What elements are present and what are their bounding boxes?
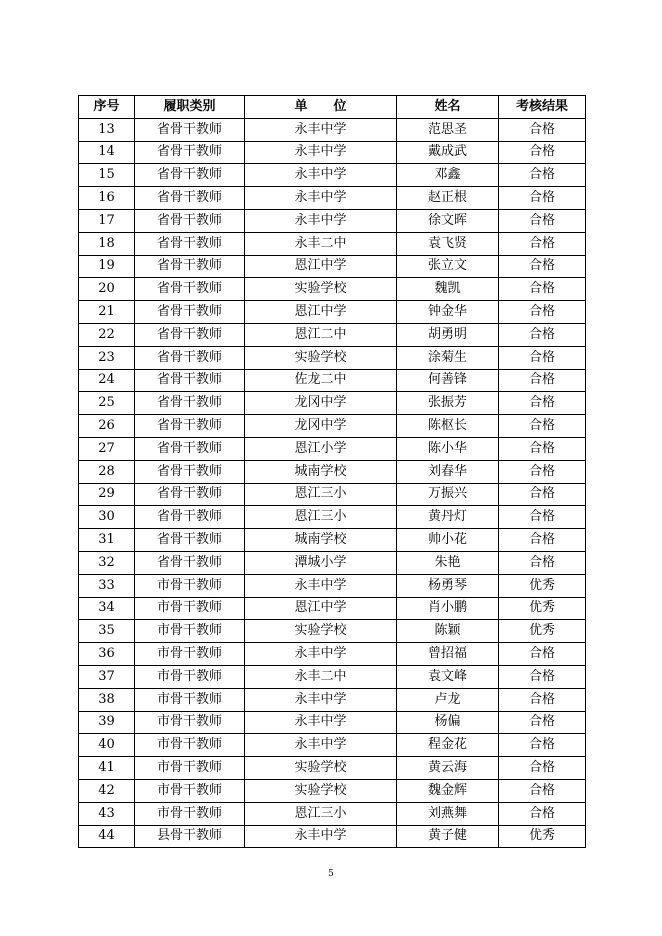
cell-duty-category: 省骨干教师 [135, 209, 245, 232]
cell-unit: 实验学校 [245, 346, 397, 369]
cell-serial-number: 15 [79, 164, 135, 187]
cell-duty-category: 市骨干教师 [135, 688, 245, 711]
cell-unit: 恩江中学 [245, 301, 397, 324]
cell-name: 钟金华 [397, 301, 499, 324]
table-row [79, 597, 586, 620]
cell-unit: 永丰中学 [245, 711, 397, 734]
cell-assessment-result: 合格 [499, 665, 586, 688]
cell-name: 刘燕舞 [397, 802, 499, 825]
cell-serial-number: 40 [79, 734, 135, 757]
cell-assessment-result: 合格 [499, 506, 586, 529]
table-row [79, 551, 586, 574]
cell-name: 陈颖 [397, 620, 499, 643]
cell-name: 赵正根 [397, 187, 499, 210]
cell-assessment-result: 合格 [499, 688, 586, 711]
cell-assessment-result: 合格 [499, 643, 586, 666]
cell-unit: 恩江中学 [245, 597, 397, 620]
table-row [79, 118, 586, 141]
cell-assessment-result: 优秀 [499, 574, 586, 597]
cell-name: 朱艳 [397, 551, 499, 574]
cell-duty-category: 县骨干教师 [135, 825, 245, 848]
cell-assessment-result: 合格 [499, 369, 586, 392]
table-row [79, 643, 586, 666]
cell-serial-number: 43 [79, 802, 135, 825]
cell-name: 胡勇明 [397, 323, 499, 346]
table-row [79, 392, 586, 415]
cell-serial-number: 32 [79, 551, 135, 574]
header-duty-category: 履职类别 [135, 96, 245, 119]
cell-serial-number: 27 [79, 437, 135, 460]
cell-serial-number: 19 [79, 255, 135, 278]
table-row [79, 141, 586, 164]
table-row [79, 734, 586, 757]
cell-assessment-result: 合格 [499, 209, 586, 232]
cell-duty-category: 市骨干教师 [135, 597, 245, 620]
cell-duty-category: 市骨干教师 [135, 757, 245, 780]
table-row [79, 529, 586, 552]
table-row [79, 369, 586, 392]
cell-assessment-result: 合格 [499, 734, 586, 757]
table-row [79, 164, 586, 187]
header-serial-number: 序号 [79, 96, 135, 119]
cell-serial-number: 41 [79, 757, 135, 780]
cell-serial-number: 42 [79, 779, 135, 802]
table-row [79, 779, 586, 802]
cell-serial-number: 21 [79, 301, 135, 324]
cell-assessment-result: 优秀 [499, 597, 586, 620]
cell-duty-category: 市骨干教师 [135, 779, 245, 802]
cell-name: 范思圣 [397, 118, 499, 141]
cell-assessment-result: 合格 [499, 483, 586, 506]
table-row [79, 415, 586, 438]
cell-unit: 城南学校 [245, 529, 397, 552]
cell-unit: 恩江三小 [245, 506, 397, 529]
table-row [79, 665, 586, 688]
cell-assessment-result: 合格 [499, 551, 586, 574]
cell-assessment-result: 合格 [499, 711, 586, 734]
cell-assessment-result: 合格 [499, 757, 586, 780]
cell-unit: 永丰中学 [245, 825, 397, 848]
cell-serial-number: 30 [79, 506, 135, 529]
cell-unit: 恩江小学 [245, 437, 397, 460]
cell-serial-number: 44 [79, 825, 135, 848]
cell-serial-number: 17 [79, 209, 135, 232]
cell-name: 陈小华 [397, 437, 499, 460]
cell-serial-number: 28 [79, 460, 135, 483]
cell-assessment-result: 合格 [499, 255, 586, 278]
cell-serial-number: 33 [79, 574, 135, 597]
table-row [79, 209, 586, 232]
cell-assessment-result: 合格 [499, 323, 586, 346]
cell-name: 魏凯 [397, 278, 499, 301]
cell-unit: 永丰二中 [245, 665, 397, 688]
table-row [79, 711, 586, 734]
cell-assessment-result: 优秀 [499, 825, 586, 848]
table-row [79, 187, 586, 210]
cell-duty-category: 市骨干教师 [135, 665, 245, 688]
cell-serial-number: 13 [79, 118, 135, 141]
cell-serial-number: 20 [79, 278, 135, 301]
cell-unit: 恩江三小 [245, 483, 397, 506]
page-number: 5 [328, 869, 334, 879]
cell-serial-number: 35 [79, 620, 135, 643]
cell-name: 戴成武 [397, 141, 499, 164]
cell-unit: 实验学校 [245, 278, 397, 301]
table-row [79, 802, 586, 825]
cell-serial-number: 22 [79, 323, 135, 346]
cell-duty-category: 市骨干教师 [135, 734, 245, 757]
cell-assessment-result: 合格 [499, 118, 586, 141]
table-row [79, 506, 586, 529]
cell-name: 邓鑫 [397, 164, 499, 187]
cell-duty-category: 省骨干教师 [135, 506, 245, 529]
cell-assessment-result: 合格 [499, 301, 586, 324]
cell-unit: 龙冈中学 [245, 415, 397, 438]
table-row [79, 483, 586, 506]
cell-duty-category: 省骨干教师 [135, 415, 245, 438]
cell-unit: 永丰中学 [245, 209, 397, 232]
cell-name: 张振芳 [397, 392, 499, 415]
cell-unit: 永丰中学 [245, 643, 397, 666]
cell-name: 曾招福 [397, 643, 499, 666]
cell-serial-number: 38 [79, 688, 135, 711]
cell-unit: 永丰二中 [245, 232, 397, 255]
cell-assessment-result: 合格 [499, 392, 586, 415]
cell-name: 涂菊生 [397, 346, 499, 369]
cell-duty-category: 省骨干教师 [135, 551, 245, 574]
table-row [79, 825, 586, 848]
cell-unit: 永丰中学 [245, 734, 397, 757]
cell-unit: 恩江二中 [245, 323, 397, 346]
cell-duty-category: 省骨干教师 [135, 323, 245, 346]
cell-duty-category: 市骨干教师 [135, 574, 245, 597]
cell-name: 杨偏 [397, 711, 499, 734]
cell-duty-category: 省骨干教师 [135, 460, 245, 483]
table-row [79, 437, 586, 460]
cell-serial-number: 36 [79, 643, 135, 666]
cell-duty-category: 市骨干教师 [135, 802, 245, 825]
table-row [79, 278, 586, 301]
cell-duty-category: 省骨干教师 [135, 232, 245, 255]
cell-unit: 实验学校 [245, 779, 397, 802]
cell-serial-number: 16 [79, 187, 135, 210]
cell-serial-number: 29 [79, 483, 135, 506]
cell-name: 黄子健 [397, 825, 499, 848]
cell-duty-category: 省骨干教师 [135, 392, 245, 415]
cell-assessment-result: 合格 [499, 460, 586, 483]
cell-duty-category: 省骨干教师 [135, 369, 245, 392]
table-row [79, 346, 586, 369]
cell-unit: 恩江三小 [245, 802, 397, 825]
cell-name: 魏金辉 [397, 779, 499, 802]
table-row [79, 232, 586, 255]
cell-serial-number: 37 [79, 665, 135, 688]
cell-duty-category: 省骨干教师 [135, 118, 245, 141]
cell-duty-category: 市骨干教师 [135, 711, 245, 734]
header-name: 姓名 [397, 96, 499, 119]
cell-assessment-result: 合格 [499, 802, 586, 825]
cell-duty-category: 市骨干教师 [135, 620, 245, 643]
cell-assessment-result: 合格 [499, 529, 586, 552]
header-unit: 单 位 [245, 96, 397, 119]
table-body [79, 118, 586, 848]
cell-unit: 永丰中学 [245, 164, 397, 187]
cell-assessment-result: 合格 [499, 278, 586, 301]
table-row [79, 757, 586, 780]
cell-unit: 龙冈中学 [245, 392, 397, 415]
cell-unit: 永丰中学 [245, 574, 397, 597]
cell-serial-number: 25 [79, 392, 135, 415]
cell-duty-category: 省骨干教师 [135, 346, 245, 369]
cell-serial-number: 31 [79, 529, 135, 552]
cell-serial-number: 34 [79, 597, 135, 620]
cell-name: 袁飞贤 [397, 232, 499, 255]
cell-assessment-result: 优秀 [499, 620, 586, 643]
cell-assessment-result: 合格 [499, 164, 586, 187]
cell-serial-number: 39 [79, 711, 135, 734]
cell-name: 卢龙 [397, 688, 499, 711]
cell-assessment-result: 合格 [499, 415, 586, 438]
cell-unit: 潭城小学 [245, 551, 397, 574]
header-assessment-result: 考核结果 [499, 96, 586, 119]
cell-serial-number: 18 [79, 232, 135, 255]
cell-unit: 实验学校 [245, 757, 397, 780]
cell-unit: 永丰中学 [245, 118, 397, 141]
cell-assessment-result: 合格 [499, 141, 586, 164]
cell-name: 何善锋 [397, 369, 499, 392]
table-row [79, 323, 586, 346]
cell-name: 刘春华 [397, 460, 499, 483]
cell-duty-category: 市骨干教师 [135, 643, 245, 666]
cell-duty-category: 省骨干教师 [135, 437, 245, 460]
cell-assessment-result: 合格 [499, 232, 586, 255]
table-row [79, 255, 586, 278]
cell-name: 杨勇琴 [397, 574, 499, 597]
table-row [79, 620, 586, 643]
table-row [79, 460, 586, 483]
cell-assessment-result: 合格 [499, 437, 586, 460]
cell-name: 帅小花 [397, 529, 499, 552]
cell-assessment-result: 合格 [499, 779, 586, 802]
table-header-row [79, 96, 586, 119]
cell-name: 肖小鹏 [397, 597, 499, 620]
cell-unit: 实验学校 [245, 620, 397, 643]
cell-serial-number: 14 [79, 141, 135, 164]
cell-duty-category: 省骨干教师 [135, 164, 245, 187]
cell-name: 万振兴 [397, 483, 499, 506]
cell-name: 袁文峰 [397, 665, 499, 688]
cell-name: 张立文 [397, 255, 499, 278]
cell-duty-category: 省骨干教师 [135, 529, 245, 552]
table-row [79, 301, 586, 324]
cell-assessment-result: 合格 [499, 346, 586, 369]
cell-unit: 佐龙二中 [245, 369, 397, 392]
cell-name: 黄丹灯 [397, 506, 499, 529]
cell-duty-category: 省骨干教师 [135, 255, 245, 278]
cell-assessment-result: 合格 [499, 187, 586, 210]
cell-name: 陈枢长 [397, 415, 499, 438]
cell-serial-number: 23 [79, 346, 135, 369]
cell-unit: 永丰中学 [245, 187, 397, 210]
cell-duty-category: 省骨干教师 [135, 141, 245, 164]
teacher-assessment-table [78, 95, 586, 848]
table-row [79, 574, 586, 597]
cell-unit: 永丰中学 [245, 688, 397, 711]
cell-duty-category: 省骨干教师 [135, 301, 245, 324]
cell-unit: 永丰中学 [245, 141, 397, 164]
cell-unit: 城南学校 [245, 460, 397, 483]
cell-duty-category: 省骨干教师 [135, 187, 245, 210]
cell-unit: 恩江中学 [245, 255, 397, 278]
cell-name: 黄云海 [397, 757, 499, 780]
cell-serial-number: 26 [79, 415, 135, 438]
cell-duty-category: 省骨干教师 [135, 483, 245, 506]
cell-name: 徐文晖 [397, 209, 499, 232]
cell-duty-category: 省骨干教师 [135, 278, 245, 301]
cell-serial-number: 24 [79, 369, 135, 392]
table-row [79, 688, 586, 711]
cell-name: 程金花 [397, 734, 499, 757]
